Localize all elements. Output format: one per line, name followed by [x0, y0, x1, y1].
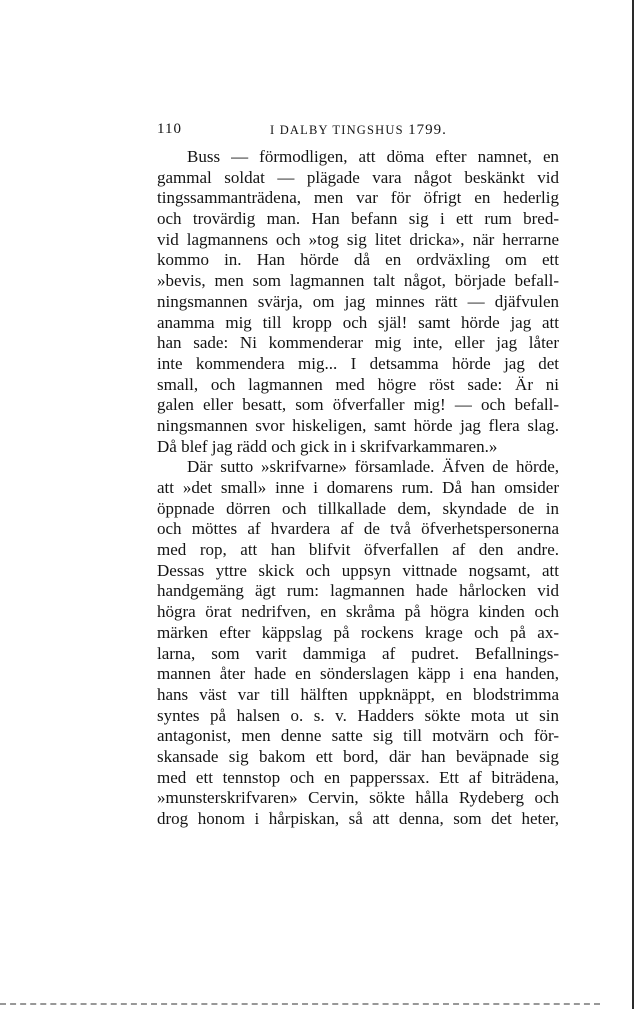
page-bottom-edge: [0, 1003, 600, 1005]
text-line: »bevis, men som lagmannen talt något, började befall-: [157, 271, 559, 291]
text-line: tingssammanträdena, men var för öfrigt en hederlig: [157, 188, 559, 208]
text-line: med ett tennstop och en papperssax. Ett af biträdena,: [157, 767, 559, 787]
text-line: ningsmannen svärja, om jag minnes rätt — djäfvulen: [157, 291, 559, 311]
text-line: »munsterskrifvaren» Cervin, sökte hålla Rydeberg och: [157, 788, 559, 808]
text-line: inte kommendera mig... I detsamma hörde jag det: [157, 353, 559, 373]
text-line: vid lagmannens och »tog sig litet dricka», när herrarne: [157, 229, 559, 249]
text-line: syntes på halsen o. s. v. Hadders sökte mota ut sin: [157, 705, 559, 725]
text-line: Där sutto »skrifvarne» församlade. Äfven de hörde,: [187, 457, 559, 477]
text-line: Dessas yttre skick och uppsyn vittnade nogsamt, att: [157, 560, 559, 580]
text-line: och trovärdig man. Han befann sig i ett rum bred-: [157, 209, 559, 229]
text-line: handgemäng ägt rum: lagmannen hade hårlocken vid: [157, 581, 559, 601]
running-title: [270, 122, 447, 139]
text-line: gammal soldat — plägade vara något beskänkt vid: [157, 167, 559, 187]
text-line: han sade: Ni kommenderar mig inte, eller jag låter: [157, 333, 559, 353]
text-line: antagonist, men denne satte sig till motvärn och för-: [157, 726, 559, 746]
text-line: med rop, att han blifvit öfverfallen af den andre.: [157, 540, 559, 560]
text-line: mannen åter hade en sönderslagen käpp i ena handen,: [157, 664, 559, 684]
text-line: larna, som varit dammiga af pudret. Befallnings-: [157, 643, 559, 663]
text-line: anamma mig till kropp och själ! samt hörde jag att: [157, 312, 559, 332]
text-line: drog honom i hårpiskan, så att denna, som det heter,: [157, 809, 559, 828]
running-title-text: I DALBY TINGSHUS: [270, 123, 404, 137]
text-line: small, och lagmannen med högre röst sade: Är ni: [157, 374, 559, 394]
text-line: skansade sig bakom ett bord, där han beväpnade sig: [157, 746, 559, 766]
text-line: öppnade dörren och tillkallade dem, skyndade de in: [157, 498, 559, 518]
body-text: [157, 147, 559, 830]
page-header: [157, 121, 559, 139]
text-line: högra örat nedrifven, en skråma på högra kinden och: [157, 602, 559, 622]
page-right-edge: [632, 0, 634, 1009]
text-line: ningsmannen svor hiskeligen, samt hörde jag flera slag.: [157, 415, 559, 435]
text-line: och möttes af hvardera af de två öfverhetspersonerna: [157, 519, 559, 539]
text-line: Buss — förmodligen, att döma efter namnet, en: [187, 147, 559, 166]
text-line: märken efter käppslag på rockens krage och på ax-: [157, 622, 559, 642]
text-line: kommo in. Han hörde då en ordväxling om ett: [157, 250, 559, 270]
text-line: Då blef jag rädd och gick in i skrifvarkammaren.»: [157, 436, 498, 456]
text-line: att »det small» inne i domarens rum. Då han omsider: [157, 478, 559, 497]
text-line: hans väst var till hälften uppknäppt, en blodstrimma: [157, 684, 559, 704]
running-title-year: 1799.: [408, 122, 447, 138]
page-number: 110: [157, 121, 182, 137]
text-line: galen eller besatt, som öfverfaller mig! — och befall-: [157, 395, 559, 415]
